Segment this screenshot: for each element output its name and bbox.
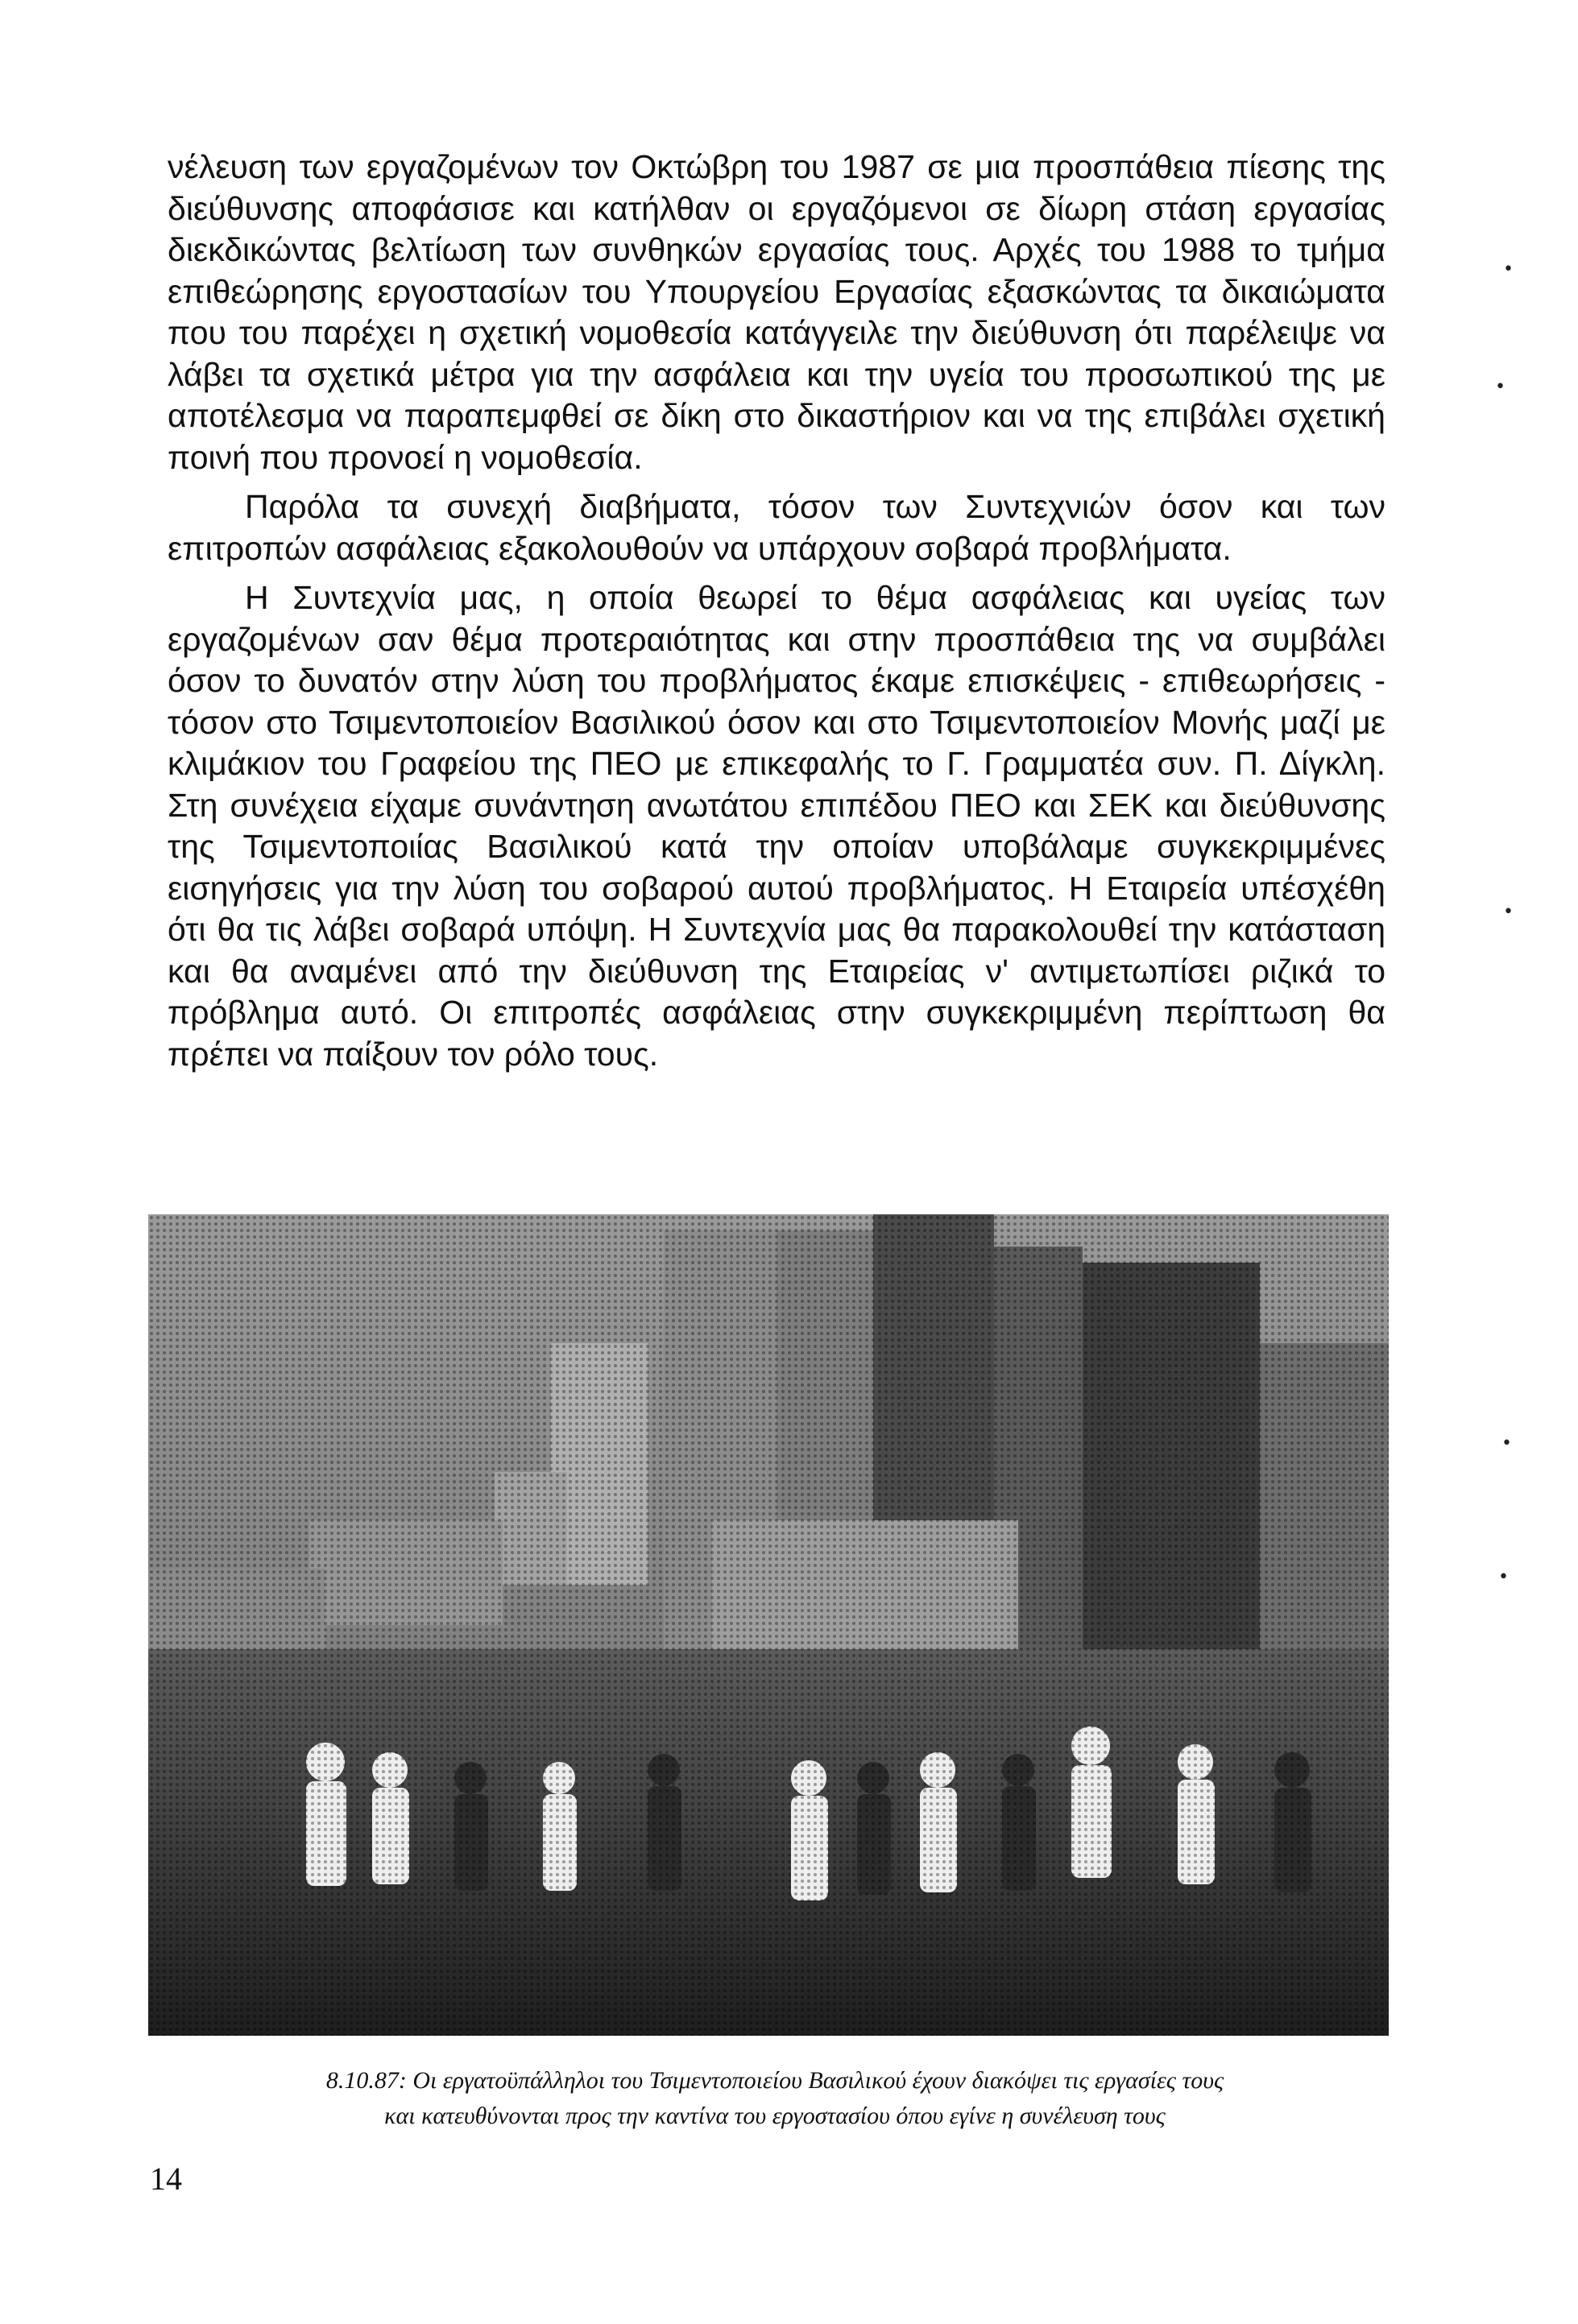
- article-paragraph-3: Η Συντεχνία μας, η οποία θεωρεί το θέμα ασφάλειας και υγείας των εργαζομένων σαν θέμα προτεραιότητας και στην προσπάθεια της να συμβάλει όσον το δυνατόν στην λύση του προβλήματος έκαμε επισκέψεις - επιθεωρήσεις - τόσον στο Τσιμεντοποιείον Βασιλικού όσον και στο Τσιμεντοποιείον Μονής μαζί με κλιμάκιον του Γραφείου της ΠΕΟ με επικεφαλής το Γ. Γραμματέα συν. Π. Δίγκλη. Στη συνέχεια είχαμε συνάντηση ανωτάτου επιπέδου ΠΕΟ και ΣΕΚ και διεύθυνσης της Τσιμεντοποιίας Βασιλικού κατά την οποίαν υποβάλαμε συγκεκριμμένες εισηγήσεις για την λύση του σοβαρού αυτού προβλήματος. Η Εταιρεία υπέσχέθη ότι θα τις λάβει σοβαρά υπόψη. Η Συντεχνία μας θα παρακολουθεί την κατάσταση και θα αναμένει από την διεύθυνση της Εταιρείας ν' αντιμετωπίσει ριζικά το πρόβλημα αυτό. Οι επιτροπές ασφάλειας στην συγκεκριμμένη περίπτωση θα πρέπει να παίξουν τον ρόλο τους.: [168, 579, 1385, 1073]
- photo-caption-line-1: 8.10.87: Οι εργατοϋπάλληλοι του Τσιμεντοποιείου Βασιλικού έχουν διακόψει τις εργασίες τους: [325, 2067, 1224, 2094]
- photo-caption-line-2: και κατευθύνονται προς την καντίνα του εργοστασίου όπου εγίνε η συνέλευση τους: [384, 2103, 1166, 2129]
- scan-speck-mark: •: [1495, 377, 1506, 397]
- scan-speck-mark: •: [1501, 1433, 1512, 1454]
- factory-workers-photo: [148, 1214, 1389, 2036]
- scan-speck-mark: •: [1498, 1567, 1509, 1587]
- scan-speck-mark: •: [1503, 259, 1514, 279]
- photo-caption: [164, 2063, 1385, 2134]
- article-paragraph-1: νέλευση των εργαζομένων τον Οκτώβρη του 1987 σε μια προσπάθεια πίεσης της διεύθυνσης αποφάσισε και κατήλθαν οι εργαζόμενοι σε δίωρη στάση εργασίας διεκδικώντας βελτίωση των συνθηκών εργασίας τους. Αρχές του 1988 το τμήμα επιθεώρησης εργοστασίων του Υπουργείου Εργασίας εξασκώντας τα δικαιώματα που του παρέχει η σχετική νομοθεσία κατάγγειλε την διεύθυνση ότι παρέλειψε να λάβει τα σχετικά μέτρα για την ασφάλεια και την υγεία του προσωπικού της με αποτέλεσμα να παραπεμφθεί σε δίκη στο δικαστήριον και να της επιβάλει σχετική ποινή που προνοεί η νομοθεσία.: [168, 148, 1385, 476]
- article-body: [168, 147, 1385, 1083]
- page-number: 14: [150, 2161, 182, 2197]
- article-paragraph-2: Παρόλα τα συνεχή διαβήματα, τόσον των Συντεχνιών όσον και των επιτροπών ασφάλειας εξακολουθούν να υπάρχουν σοβαρά προβλήματα.: [168, 488, 1385, 567]
- scan-speck-mark: •: [1503, 902, 1514, 922]
